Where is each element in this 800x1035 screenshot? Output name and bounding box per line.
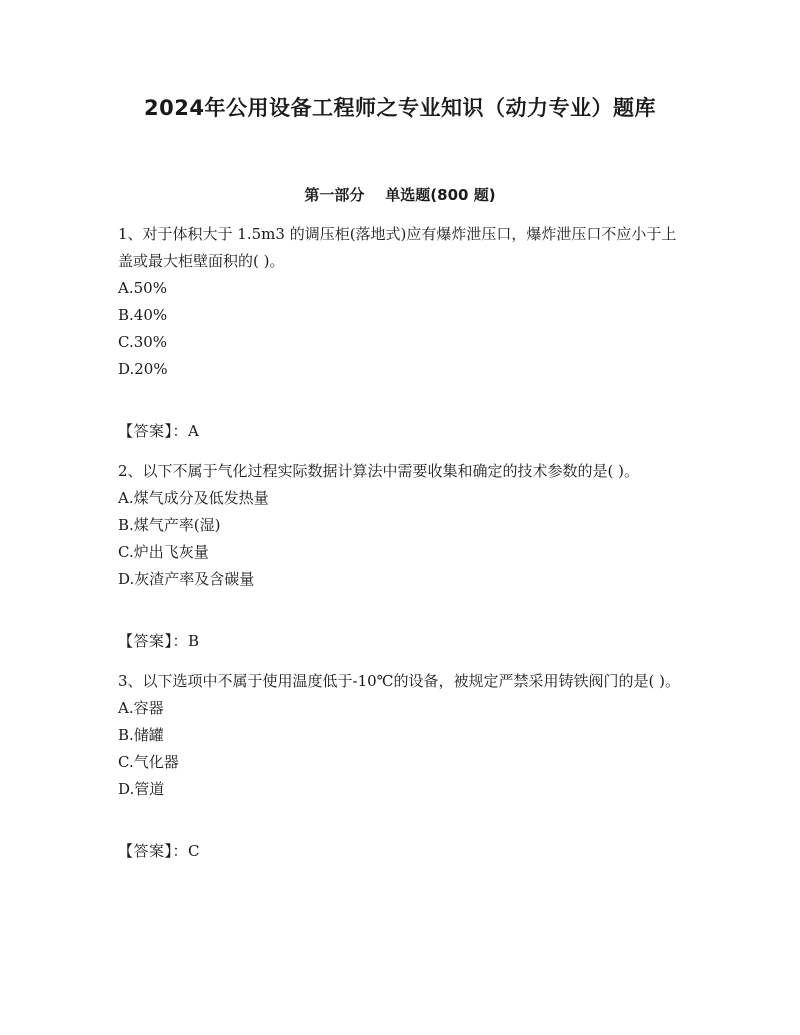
question-list	[118, 221, 688, 878]
option-d: D.20%	[118, 360, 168, 378]
option-b: B.煤气产率(湿)	[118, 516, 221, 534]
answer-value: C	[188, 842, 200, 860]
question-item	[118, 668, 688, 865]
option-d: D.灰渣产率及含碳量	[118, 570, 255, 588]
option-d: D.管道	[118, 780, 165, 798]
question-item	[118, 221, 688, 445]
option-a: A.容器	[118, 699, 164, 717]
answer-line	[118, 838, 688, 865]
question-stem: 1、对于体积大于 1.5m3 的调压柜(落地式)应有爆炸泄压口，爆炸泄压口不应小于上盖或最大柜壁面积的( )。	[118, 225, 677, 270]
option-b: B.40%	[118, 306, 168, 324]
question-stem: 3、以下选项中不属于使用温度低于-10℃的设备，被规定严禁采用铸铁阀门的是( )。	[118, 672, 680, 690]
page-title: 2024年公用设备工程师之专业知识（动力专业）题库	[144, 96, 656, 120]
answer-label: 【答案】：	[118, 632, 189, 650]
answer-label: 【答案】：	[118, 422, 189, 440]
answer-value: A	[188, 422, 199, 440]
question-stem: 2、以下不属于气化过程实际数据计算法中需要收集和确定的技术参数的是( )。	[118, 462, 640, 480]
section-heading: 第一部分 单选题(800 题)	[304, 186, 496, 204]
option-c: C.30%	[118, 333, 168, 351]
option-a: A.50%	[118, 279, 167, 297]
answer-line	[118, 628, 688, 655]
option-c: C.气化器	[118, 753, 179, 771]
option-a: A.煤气成分及低发热量	[118, 489, 269, 507]
answer-line	[118, 418, 688, 445]
answer-label: 【答案】：	[118, 842, 189, 860]
question-item	[118, 458, 688, 655]
answer-value: B	[188, 632, 200, 650]
option-b: B.储罐	[118, 726, 164, 744]
option-c: C.炉出飞灰量	[118, 543, 209, 561]
